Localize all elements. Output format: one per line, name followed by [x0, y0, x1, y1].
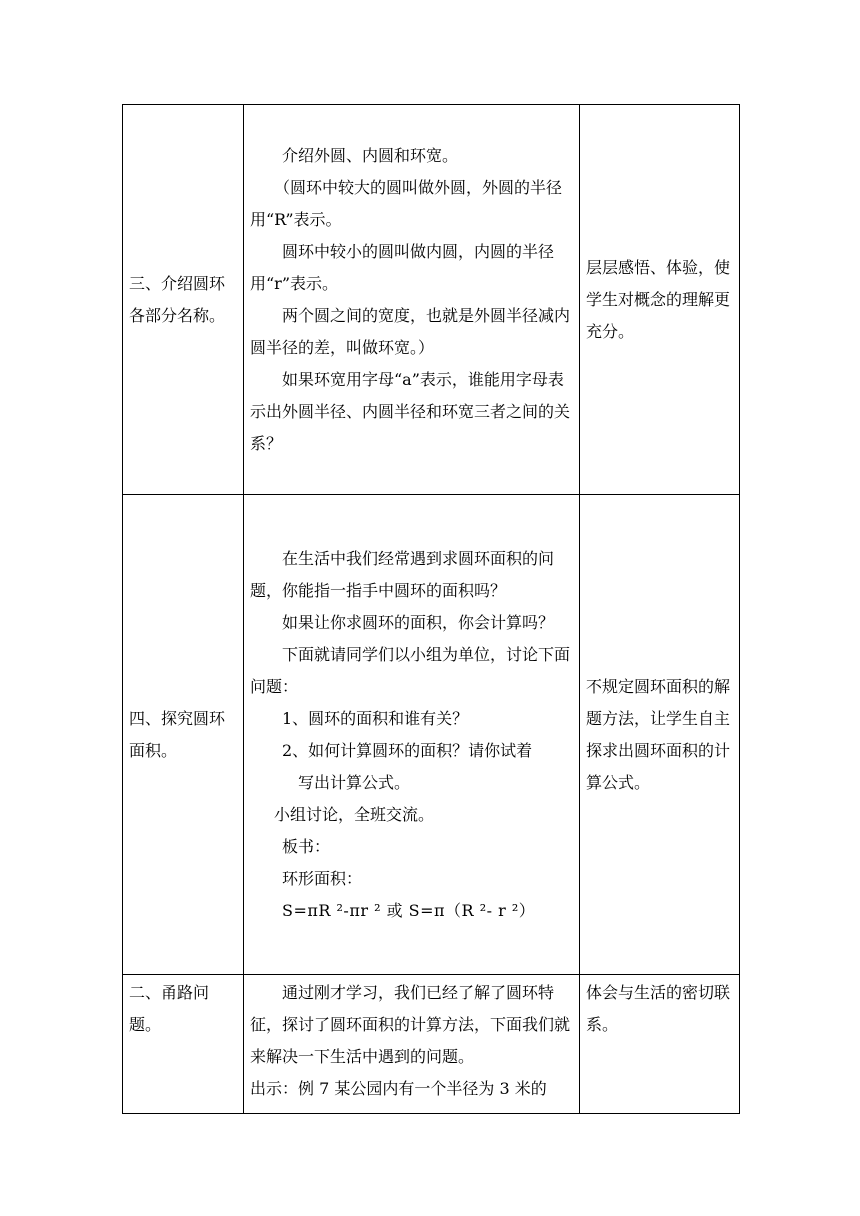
- stage-label: 三、介绍圆环各部分名称。: [129, 273, 226, 325]
- table-row: [123, 105, 740, 495]
- activity-paragraph: 如果让你求圆环的面积，你会计算吗？: [282, 612, 555, 632]
- stage-label: 二、甬路问题。: [129, 983, 210, 1034]
- activity-paragraph: 圆环中较小的圆叫做内圆，内圆的半径用“r”表示。: [250, 241, 555, 293]
- intent-text: 体会与生活的密切联系。: [586, 983, 731, 1034]
- table-row: [123, 495, 740, 975]
- activity-paragraph: 通过刚才学习，我们已经了解了圆环特征，探讨了圆环面积的计算方法，下面我们就来解决一下生活中遇到的问题。: [250, 983, 571, 1066]
- stage-cell: [123, 495, 244, 975]
- activity-paragraph: 介绍外圆、内圆和环宽。: [282, 145, 459, 165]
- activity-paragraph: 两个圆之间的宽度，也就是外圆半径减内圆半径的差，叫做环宽。）: [250, 305, 571, 357]
- stage-cell: [123, 975, 244, 1114]
- table-row: [123, 975, 740, 1114]
- activity-list-item: 2、如何计算圆环的面积？请你试着: [282, 740, 533, 760]
- stage-cell: [123, 105, 244, 495]
- intent-cell: [580, 495, 740, 975]
- activity-paragraph: 下面就请同学们以小组为单位，讨论下面问题：: [250, 644, 571, 696]
- intent-cell: [580, 105, 740, 495]
- activity-cell: [244, 105, 580, 495]
- board-label: 板书：: [282, 836, 331, 856]
- activity-paragraph: 小组讨论，全班交流。: [274, 804, 435, 824]
- activity-paragraph: （圆环中较大的圆叫做外圆，外圆的半径用“R”表示。: [250, 177, 563, 229]
- intent-text: 层层感悟、体验，使学生对概念的理解更充分。: [586, 257, 731, 341]
- activity-list-item: 1、圆环的面积和谁有关？: [282, 708, 469, 728]
- intent-cell: [580, 975, 740, 1114]
- lesson-plan-table: [122, 104, 740, 1114]
- stage-label: 四、探究圆环面积。: [129, 708, 226, 760]
- area-label: 环形面积：: [282, 868, 363, 888]
- area-formula: S=πR ²-πr ² 或 S=π（R ²- r ²）: [282, 900, 536, 920]
- activity-cell: [244, 495, 580, 975]
- activity-cell: [244, 975, 580, 1114]
- activity-paragraph: 出示：例 7 某公园内有一个半径为 3 米的: [250, 1079, 547, 1098]
- activity-paragraph: 如果环宽用字母“a”表示，谁能用字母表示出外圆半径、内圆半径和环宽三者之间的关系？: [250, 369, 571, 453]
- intent-text: 不规定圆环面积的解题方法，让学生自主探求出圆环面积的计算公式。: [586, 676, 731, 792]
- activity-paragraph: 在生活中我们经常遇到求圆环面积的问题，你能指一指手中圆环的面积吗？: [250, 548, 555, 600]
- activity-list-item-continued: 写出计算公式。: [298, 772, 411, 792]
